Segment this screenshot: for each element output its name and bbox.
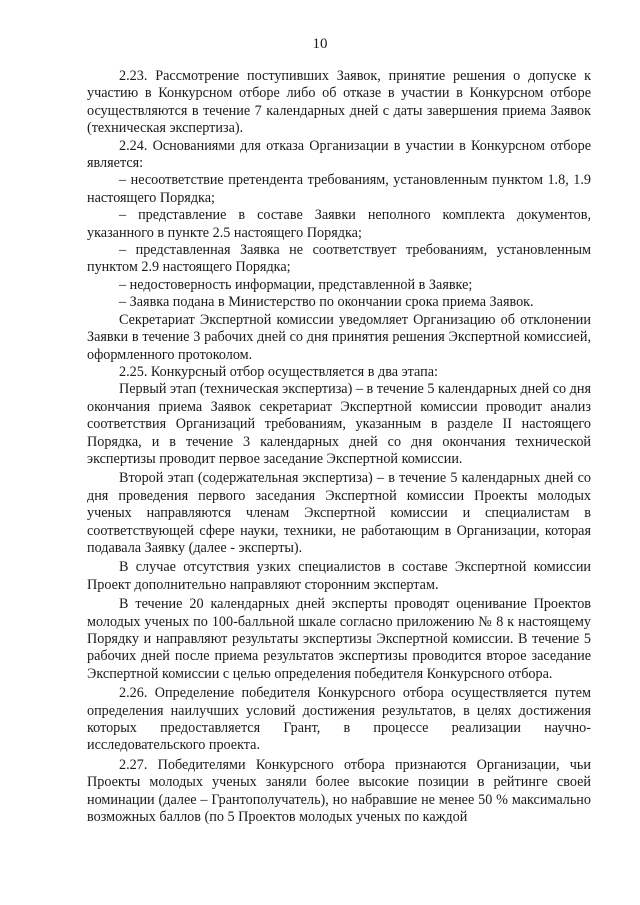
list-item: – представление в составе Заявки неполного комплекта документов, указанного в пункте 2.5 настоящего Порядка; — [87, 207, 591, 241]
document-body — [87, 68, 591, 826]
paragraph-2-25: 2.25. Конкурсный отбор осуществляется в два этапа: — [119, 363, 438, 380]
paragraph-evaluation: В течение 20 календарных дней эксперты проводят оценивание Проектов молодых ученых по 100-балльной шкале согласно приложению № 8 к настоящему Порядку и направляют результаты экспертизы Экспертной комиссии. В течение 5 рабочих дней после приема результатов экспертизы проводится второе заседание Экспертной комиссии с целью определения победителя Конкурсного отбора. — [87, 596, 591, 682]
paragraph-2-23: 2.23. Рассмотрение поступивших Заявок, принятие решения о допуске к участию в Конкурсном отборе либо об отказе в участии в Конкурсном отборе осуществляются в течение 7 календарных дней с даты завершения приема Заявок (техническая экспертиза). — [87, 68, 591, 137]
paragraph-2-26: 2.26. Определение победителя Конкурсного отбора осуществляется путем определения наилучших условий достижения результатов, в целях достижения которых предоставляется Грант, в процессе реализации научно-исследовательского проекта. — [87, 685, 591, 754]
list-item: – Заявка подана в Министерство по окончании срока приема Заявок. — [119, 294, 534, 311]
page-number: 10 — [312, 36, 328, 52]
paragraph-2-24: 2.24. Основаниями для отказа Организации в участии в Конкурсном отборе является: — [87, 137, 591, 172]
paragraph-notification: Секретариат Экспертной комиссии уведомляет Организацию об отклонении Заявки в течение 3 рабочих дней со дня принятия решения Экспертной комиссией, оформленного протоколом. — [87, 311, 591, 363]
list-item: – представленная Заявка не соответствует требованиям, установленным пунктом 2.9 настоящего Порядка; — [87, 242, 591, 276]
paragraph-first-stage: Первый этап (техническая экспертиза) – в течение 5 календарных дней со дня окончания приема Заявок секретариат Экспертной комиссии проводит анализ соответствия Организаций требованиям, указанным в разделе II настоящего Порядка, и в течение 3 календарных дней со дня окончания технической экспертизы проводит первое заседание Экспертной комиссии. — [87, 381, 591, 467]
list-item: – несоответствие претендента требованиям, установленным пунктом 1.8, 1.9 настоящего Порядка; — [87, 172, 591, 206]
paragraph-external-experts: В случае отсутствия узких специалистов в составе Экспертной комиссии Проект дополнительно направляют сторонним экспертам. — [87, 559, 591, 593]
paragraph-second-stage: Второй этап (содержательная экспертиза) – в течение 5 календарных дней со дня проведения первого заседания Экспертной комиссии Проекты молодых ученых направляются членам Экспертной комиссии и специалистам в соответствующей сфере науки, техники, не работающим в Организации, которая подавала Заявку (далее - эксперты). — [87, 470, 591, 556]
list-item: – недостоверность информации, представленной в Заявке; — [119, 276, 473, 293]
paragraph-2-27: 2.27. Победителями Конкурсного отбора признаются Организации, чьи Проекты молодых ученых заняли более высокие позиции в рейтинге своей номинации (далее – Грантополучатель), но набравшие не менее 50 % максимально возможных баллов (по 5 Проектов молодых ученых по каждой — [87, 756, 591, 826]
